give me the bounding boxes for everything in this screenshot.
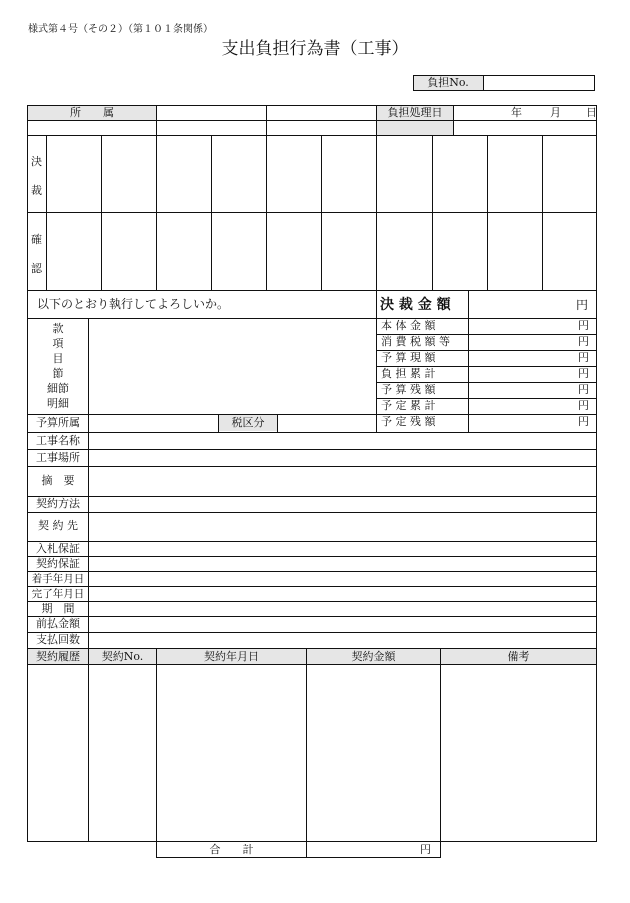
amount-label-planned-remaining: 予 定 残 額 (381, 415, 436, 428)
amount-yen: 円 (578, 351, 589, 364)
total-yen: 円 (420, 843, 431, 856)
history-col-history: 契約履歴 (36, 650, 80, 663)
history-col-remarks: 備考 (507, 650, 530, 663)
amount-yen: 円 (578, 319, 589, 332)
category-kou: 項 (52, 337, 64, 350)
confirmation-label-1: 確 (31, 233, 42, 246)
confirmation-label-2: 認 (31, 262, 42, 275)
amount-label-body: 本 体 金 額 (381, 319, 436, 332)
affiliation-label: 所 属 (70, 106, 114, 119)
detail-label-summary: 摘 要 (41, 474, 75, 487)
detail-label-bid-guarantee: 入札保証 (36, 542, 80, 555)
category-moku: 目 (52, 352, 64, 365)
amount-label-planned-total: 予 定 累 計 (381, 399, 436, 412)
history-col-contract-date: 契約年月日 (204, 650, 259, 663)
amount-yen: 円 (578, 399, 589, 412)
history-col-contract-amount: 契約金額 (351, 650, 396, 663)
decision-amount-label: 決 裁 金 額 (380, 297, 451, 313)
month-label: 月 (550, 106, 561, 119)
budget-affiliation-label: 予算所属 (36, 416, 80, 429)
amount-label-burden-total: 負 担 累 計 (381, 367, 436, 380)
burden-no-label: 負担No. (427, 76, 469, 89)
year-label: 年 (511, 106, 522, 119)
processing-date-label: 負担処理日 (387, 106, 443, 119)
amount-yen: 円 (578, 415, 589, 428)
amount-yen: 円 (578, 335, 589, 348)
detail-label-contractor: 契 約 先 (38, 519, 78, 532)
detail-label-construction-place: 工事場所 (36, 451, 80, 464)
page-title: 支出負担行為書（工事） (221, 39, 409, 59)
category-saisetsu: 細節 (47, 382, 69, 395)
amount-label-tax: 消 費 税 額 等 (381, 335, 450, 348)
burden-no-field[interactable] (487, 76, 592, 90)
detail-label-period: 期 間 (41, 602, 75, 615)
amount-label-budget-remaining: 予 算 残 額 (381, 383, 436, 396)
decision-label-1: 決 (31, 155, 42, 168)
decision-amount-yen: 円 (576, 298, 589, 312)
history-col-contract-no: 契約No. (101, 650, 144, 663)
total-label: 合 計 (209, 843, 254, 856)
detail-label-contract-method: 契約方法 (36, 497, 80, 510)
category-meisai: 明細 (47, 397, 69, 410)
amount-label-budget: 予 算 現 額 (381, 351, 436, 364)
category-kan: 款 (52, 322, 64, 335)
detail-label-payment-count: 支払回数 (36, 633, 80, 646)
detail-label-advance-payment: 前払金額 (36, 617, 80, 630)
day-label: 日 (586, 106, 597, 119)
detail-label-construction-name: 工事名称 (36, 434, 80, 447)
form-frame (27, 105, 597, 842)
detail-label-end-date: 完了年月日 (31, 588, 85, 600)
form-number: 様式第４号（その２）（第１０１条関係） (28, 24, 213, 35)
tax-category-label: 税区分 (231, 416, 265, 429)
decision-label-2: 裁 (31, 184, 42, 197)
execution-text: 以下のとおり執行してよろしいか。 (37, 297, 230, 311)
detail-label-contract-guarantee: 契約保証 (36, 557, 80, 570)
detail-label-start-date: 着手年月日 (31, 573, 85, 585)
amount-yen: 円 (578, 383, 589, 396)
category-setsu: 節 (52, 367, 64, 380)
amount-yen: 円 (578, 367, 589, 380)
